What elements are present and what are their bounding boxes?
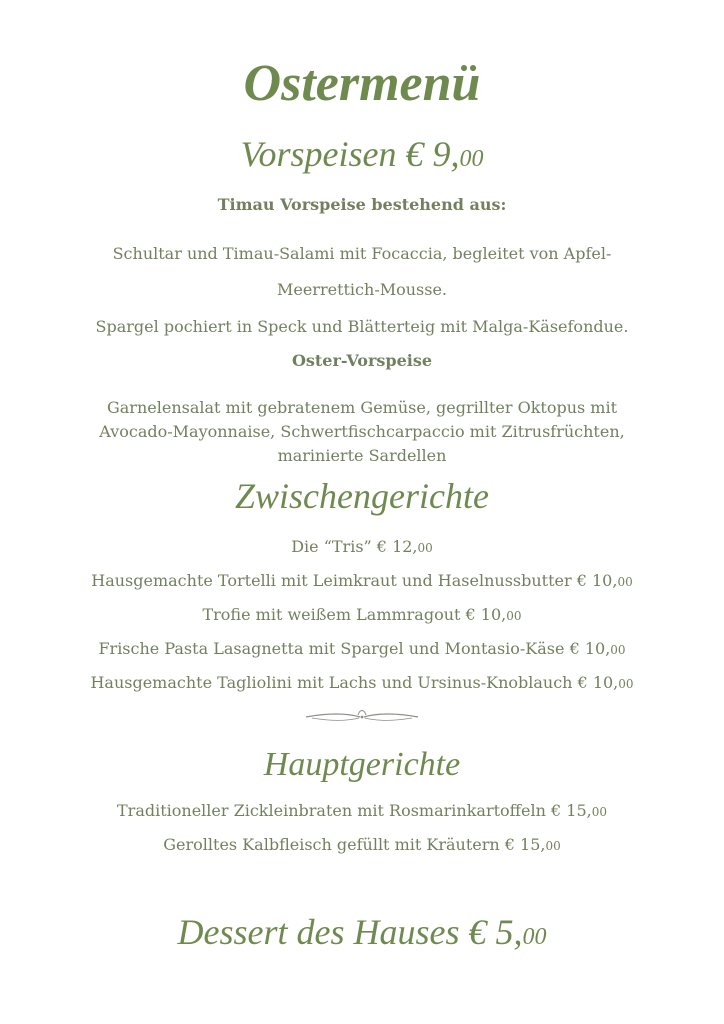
zwischen-item-decimal: 00 bbox=[617, 575, 633, 589]
haupt-item-text: Traditioneller Zickleinbraten mit Rosmarinkartoffeln € 15, bbox=[117, 801, 592, 820]
zwischen-item-decimal: 00 bbox=[618, 677, 634, 691]
haupt-item-decimal: 00 bbox=[591, 805, 607, 819]
haupt-item-zickleinbraten bbox=[0, 800, 724, 823]
dessert-heading-text: Dessert des Hauses € 5, bbox=[177, 912, 523, 952]
zwischen-item-trofie bbox=[0, 604, 724, 627]
zwischen-item-tortelli bbox=[0, 570, 724, 593]
timau-item-2: Spargel pochiert in Speck und Blätterteig mit Malga-Käsefondue. bbox=[95, 317, 629, 336]
zwischen-item-text: Frische Pasta Lasagnetta mit Spargel und Montasio-Käse € 10, bbox=[98, 639, 611, 658]
vorspeisen-heading-text: Vorspeisen € 9, bbox=[240, 134, 460, 174]
haupt-item-text: Gerolltes Kalbfleisch gefüllt mit Kräutern € 15, bbox=[163, 835, 546, 854]
zwischen-item-text: Hausgemachte Tagliolini mit Lachs und Ursinus-Knoblauch € 10, bbox=[90, 673, 619, 692]
zwischen-item-tagliolini bbox=[0, 672, 724, 695]
dessert-heading-decimal: 00 bbox=[522, 924, 547, 950]
zwischen-item-decimal: 00 bbox=[610, 643, 626, 657]
zwischen-item-tris bbox=[0, 536, 724, 559]
zwischen-item-text: Die “Tris” € 12, bbox=[291, 537, 418, 556]
section-heading-vorspeisen bbox=[0, 136, 724, 172]
vorspeisen-heading-decimal: 00 bbox=[459, 146, 484, 172]
zwischen-item-decimal: 00 bbox=[417, 541, 433, 555]
timau-item-1: Schultar und Timau-Salami mit Focaccia, begleitet von Apfel-Meerrettich-Mousse. bbox=[112, 244, 612, 299]
ornamental-divider-icon bbox=[302, 705, 422, 729]
zwischen-item-text: Trofie mit weißem Lammragout € 10, bbox=[202, 605, 507, 624]
haupt-item-decimal: 00 bbox=[545, 839, 561, 853]
section-heading-hauptgerichte: Hauptgerichte bbox=[263, 746, 461, 783]
oster-item: Garnelensalat mit gebratenem Gemüse, gegrillter Oktopus mit Avocado-Mayonnaise, Schwertfischcarpaccio mit Zitrusfrüchten, marinierte Sardellen bbox=[99, 398, 625, 465]
menu-title: Ostermenü bbox=[243, 55, 481, 112]
haupt-item-kalbfleisch bbox=[0, 834, 724, 857]
zwischen-item-text: Hausgemachte Tortelli mit Leimkraut und Haselnussbutter € 10, bbox=[91, 571, 618, 590]
zwischen-item-lasagnetta bbox=[0, 638, 724, 661]
section-heading-zwischengerichte: Zwischengerichte bbox=[235, 476, 489, 516]
section-heading-dessert bbox=[0, 914, 724, 950]
oster-heading: Oster-Vorspeise bbox=[291, 351, 433, 370]
timau-heading: Timau Vorspeise bestehend aus: bbox=[217, 195, 507, 214]
zwischen-item-decimal: 00 bbox=[506, 609, 522, 623]
